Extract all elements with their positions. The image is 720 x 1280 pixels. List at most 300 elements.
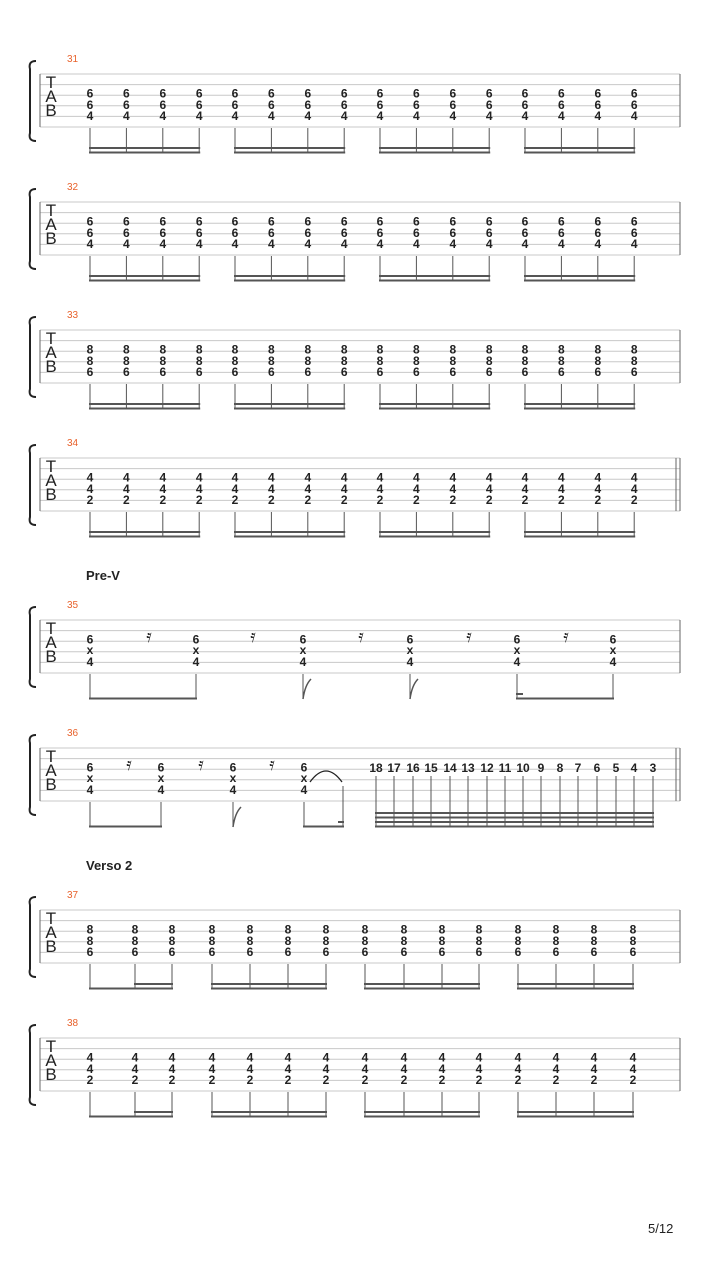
fret-number: 2 (268, 493, 275, 507)
tab-clef-letter: A (45, 343, 57, 362)
tab-clef-letter: B (45, 937, 57, 956)
fret-number: 4 (513, 655, 521, 669)
fret-number: 2 (552, 1073, 560, 1087)
measure-number: 31 (67, 54, 79, 65)
fret-number: 8 (594, 342, 602, 357)
fret-number: 4 (231, 470, 239, 485)
fret-number: 6 (229, 760, 237, 775)
fret-number: 14 (443, 761, 457, 775)
fret-number: 6 (231, 214, 239, 229)
fret-number: 4 (340, 109, 348, 123)
fret-number: 8 (168, 922, 176, 937)
fret-number: 4 (304, 482, 312, 496)
fret-number: 6 (630, 86, 638, 101)
fret-number: 2 (376, 493, 384, 507)
fret-number: 6 (86, 365, 94, 379)
tab-system-38 (30, 1018, 680, 1117)
fret-number: 4 (558, 109, 565, 123)
fret-number: 6 (304, 98, 312, 112)
fret-number: 4 (400, 1050, 408, 1065)
fret-number: 13 (461, 761, 475, 775)
fret-number: 6 (231, 86, 239, 101)
fret-number: 6 (376, 365, 384, 379)
section-label: Pre-V (86, 568, 120, 583)
system-brace (30, 317, 36, 397)
sixteenth-rest: 𝄿 (146, 626, 152, 647)
tab-clef-letter: T (45, 1037, 57, 1056)
fret-number: 8 (268, 354, 275, 368)
fret-number: 4 (168, 1062, 176, 1076)
fret-number: 4 (86, 1050, 94, 1065)
dead-note: x (86, 771, 94, 785)
fret-number: 6 (629, 945, 637, 959)
fret-number: 8 (629, 934, 637, 948)
fret-number: 8 (629, 922, 637, 937)
fret-number: 5 (612, 761, 620, 775)
fret-number: 4 (246, 1062, 254, 1076)
fret-number: 6 (86, 214, 94, 229)
fret-number: 8 (168, 934, 176, 948)
fret-number: 4 (229, 783, 237, 797)
fret-number: 8 (400, 922, 408, 937)
measure-number: 32 (67, 182, 79, 193)
fret-number: 6 (514, 945, 522, 959)
fret-number: 6 (630, 98, 638, 112)
fret-number: 4 (195, 109, 203, 123)
fret-number: 2 (123, 493, 130, 507)
fret-number: 6 (123, 226, 130, 240)
fret-number: 4 (159, 482, 167, 496)
fret-number: 8 (322, 922, 330, 937)
fret-number: 6 (521, 365, 529, 379)
fret-number: 8 (361, 922, 369, 937)
fret-number: 4 (521, 109, 529, 123)
fret-number: 4 (594, 237, 602, 251)
fret-number: 4 (304, 237, 312, 251)
fret-number: 6 (231, 98, 239, 112)
tab-clef-letter: T (45, 747, 57, 766)
fret-number: 6 (558, 86, 565, 101)
fret-number: 4 (86, 655, 94, 669)
fret-number: 8 (376, 354, 384, 368)
tab-clef-letter: B (45, 1065, 57, 1084)
fret-number: 12 (480, 761, 494, 775)
fret-number: 6 (284, 945, 292, 959)
fret-number: 6 (594, 98, 602, 112)
fret-number: 4 (86, 1062, 94, 1076)
fret-number: 4 (449, 482, 457, 496)
system-brace (30, 189, 36, 269)
fret-number: 6 (195, 86, 203, 101)
fret-number: 4 (413, 470, 420, 485)
fret-number: 4 (449, 237, 457, 251)
fret-number: 6 (552, 945, 560, 959)
fret-number: 4 (438, 1062, 446, 1076)
fret-number: 4 (86, 470, 94, 485)
fret-number: 4 (159, 470, 167, 485)
fret-number: 8 (86, 934, 94, 948)
fret-number: 4 (558, 470, 565, 485)
fret-number: 4 (485, 470, 493, 485)
dead-note: x (157, 771, 165, 785)
fret-number: 6 (449, 226, 457, 240)
fret-number: 4 (322, 1062, 330, 1076)
fret-number: 8 (159, 354, 167, 368)
fret-number: 4 (340, 470, 348, 485)
system-brace (30, 1025, 36, 1105)
fret-number: 6 (86, 760, 94, 775)
fret-number: 8 (558, 342, 565, 357)
fret-number: 6 (413, 86, 420, 101)
fret-number: 2 (630, 493, 638, 507)
fret-number: 8 (131, 922, 139, 937)
fret-number: 4 (195, 237, 203, 251)
fret-number: 6 (449, 98, 457, 112)
fret-number: 4 (195, 470, 203, 485)
tab-system-35 (30, 568, 680, 699)
fret-number: 8 (340, 354, 348, 368)
fret-number: 18 (369, 761, 383, 775)
tab-system-33 (30, 310, 680, 409)
fret-number: 8 (556, 761, 564, 775)
fret-number: 8 (438, 922, 446, 937)
tab-clef-letter: B (45, 357, 57, 376)
fret-number: 6 (376, 98, 384, 112)
tab-clef-letter: T (45, 457, 57, 476)
fret-number: 4 (340, 237, 348, 251)
fret-number: 6 (304, 365, 312, 379)
fret-number: 2 (208, 1073, 216, 1087)
tab-clef-letter: B (45, 485, 57, 504)
fret-number: 6 (123, 98, 130, 112)
sixteenth-rest: 𝄿 (563, 626, 569, 647)
fret-number: 4 (485, 237, 493, 251)
fret-number: 6 (340, 226, 348, 240)
fret-number: 8 (514, 934, 522, 948)
fret-number: 4 (231, 109, 239, 123)
section-label: Verso 2 (86, 858, 133, 873)
fret-number: 11 (498, 761, 512, 775)
fret-number: 6 (558, 98, 565, 112)
fret-number: 2 (475, 1073, 483, 1087)
fret-number: 8 (304, 354, 312, 368)
fret-number: 8 (208, 922, 216, 937)
fret-number: 8 (246, 922, 254, 937)
system-brace (30, 897, 36, 977)
fret-number: 2 (284, 1073, 292, 1087)
tab-clef-letter: T (45, 201, 57, 220)
fret-number: 6 (594, 86, 602, 101)
fret-number: 8 (131, 934, 139, 948)
system-brace (30, 607, 36, 687)
measure-number: 36 (67, 728, 79, 739)
fret-number: 6 (268, 98, 275, 112)
fret-number: 6 (485, 214, 493, 229)
fret-number: 4 (246, 1050, 254, 1065)
fret-number: 4 (86, 482, 94, 496)
fret-number: 4 (413, 109, 420, 123)
fret-number: 2 (86, 1073, 94, 1087)
fret-number: 4 (131, 1062, 139, 1076)
tab-system-31 (30, 54, 680, 153)
fret-number: 4 (552, 1050, 560, 1065)
fret-number: 6 (159, 214, 167, 229)
tab-clef-letter: A (45, 215, 57, 234)
fret-number: 6 (208, 945, 216, 959)
dead-note: x (192, 643, 200, 657)
tab-clef-letter: A (45, 87, 57, 106)
fret-number: 6 (413, 365, 420, 379)
fret-number: 6 (558, 365, 565, 379)
fret-number: 6 (192, 632, 200, 647)
measure-number: 35 (67, 600, 79, 611)
fret-number: 8 (485, 354, 493, 368)
fret-number: 6 (340, 365, 348, 379)
fret-number: 6 (521, 214, 529, 229)
tab-system-36 (30, 728, 680, 827)
fret-number: 8 (231, 342, 239, 357)
fret-number: 8 (558, 354, 565, 368)
fret-number: 6 (485, 98, 493, 112)
fret-number: 6 (485, 226, 493, 240)
fret-number: 4 (449, 470, 457, 485)
fret-number: 8 (86, 354, 94, 368)
fret-number: 6 (590, 945, 598, 959)
fret-number: 8 (449, 342, 457, 357)
fret-number: 4 (86, 237, 94, 251)
fret-number: 4 (299, 655, 307, 669)
fret-number: 8 (246, 934, 254, 948)
fret-number: 4 (361, 1062, 369, 1076)
measure-number: 33 (67, 310, 79, 321)
fret-number: 6 (630, 214, 638, 229)
fret-number: 4 (231, 482, 239, 496)
fret-number: 2 (159, 493, 167, 507)
fret-number: 6 (304, 86, 312, 101)
fret-number: 6 (558, 214, 565, 229)
fret-number: 8 (376, 342, 384, 357)
fret-number: 4 (609, 655, 617, 669)
fret-number: 6 (406, 632, 414, 647)
fret-number: 6 (304, 214, 312, 229)
fret-number: 2 (168, 1073, 176, 1087)
fret-number: 8 (195, 342, 203, 357)
fret-number: 6 (609, 632, 617, 647)
sixteenth-rest: 𝄿 (358, 626, 364, 647)
fret-number: 4 (630, 109, 638, 123)
fret-number: 4 (268, 237, 275, 251)
measure-number: 34 (67, 438, 79, 449)
fret-number: 6 (449, 86, 457, 101)
note-flag (410, 679, 418, 699)
fret-number: 2 (86, 493, 94, 507)
fret-number: 6 (485, 86, 493, 101)
fret-number: 4 (208, 1050, 216, 1065)
fret-number: 6 (168, 945, 176, 959)
fret-number: 8 (340, 342, 348, 357)
fret-number: 4 (268, 482, 275, 496)
fret-number: 15 (424, 761, 438, 775)
fret-number: 17 (387, 761, 401, 775)
tab-clef-letter: T (45, 329, 57, 348)
fret-number: 3 (649, 761, 657, 775)
fret-number: 2 (558, 493, 565, 507)
fret-number: 8 (322, 934, 330, 948)
fret-number: 8 (159, 342, 167, 357)
fret-number: 8 (284, 922, 292, 937)
fret-number: 6 (195, 226, 203, 240)
fret-number: 6 (123, 86, 130, 101)
fret-number: 2 (485, 493, 493, 507)
fret-number: 2 (131, 1073, 139, 1087)
fret-number: 6 (413, 98, 420, 112)
sixteenth-rest: 𝄿 (250, 626, 256, 647)
fret-number: 8 (475, 934, 483, 948)
dead-note: x (406, 643, 414, 657)
fret-number: 4 (521, 482, 529, 496)
fret-number: 4 (590, 1062, 598, 1076)
fret-number: 4 (552, 1062, 560, 1076)
fret-number: 6 (521, 98, 529, 112)
fret-number: 2 (521, 493, 529, 507)
fret-number: 2 (438, 1073, 446, 1087)
fret-number: 4 (438, 1050, 446, 1065)
dead-note: x (300, 771, 308, 785)
fret-number: 8 (123, 342, 130, 357)
tab-clef-letter: A (45, 1051, 57, 1070)
fret-number: 6 (475, 945, 483, 959)
fret-number: 8 (123, 354, 130, 368)
fret-number: 8 (590, 934, 598, 948)
fret-number: 4 (558, 482, 565, 496)
fret-number: 6 (86, 226, 94, 240)
fret-number: 4 (157, 783, 165, 797)
fret-number: 4 (449, 109, 457, 123)
fret-number: 4 (376, 470, 384, 485)
fret-number: 4 (594, 109, 602, 123)
tab-clef-letter: A (45, 471, 57, 490)
fret-number: 6 (86, 86, 94, 101)
fret-number: 4 (86, 783, 94, 797)
fret-number: 6 (594, 365, 602, 379)
fret-number: 4 (361, 1050, 369, 1065)
fret-number: 4 (376, 482, 384, 496)
fret-number: 4 (630, 482, 638, 496)
fret-number: 4 (590, 1050, 598, 1065)
fret-number: 8 (552, 922, 560, 937)
fret-number: 4 (521, 470, 529, 485)
sixteenth-rest: 𝄿 (269, 754, 275, 775)
fret-number: 6 (594, 226, 602, 240)
fret-number: 8 (475, 922, 483, 937)
fret-number: 6 (376, 226, 384, 240)
fret-number: 4 (630, 470, 638, 485)
fret-number: 6 (86, 632, 94, 647)
fret-number: 2 (231, 493, 239, 507)
fret-number: 6 (340, 98, 348, 112)
fret-number: 6 (594, 214, 602, 229)
fret-number: 6 (123, 214, 130, 229)
fret-number: 8 (485, 342, 493, 357)
tab-clef-letter: A (45, 633, 57, 652)
fret-number: 4 (514, 1050, 522, 1065)
fret-number: 8 (413, 342, 420, 357)
fret-number: 2 (449, 493, 457, 507)
fret-number: 6 (376, 214, 384, 229)
fret-number: 4 (376, 237, 384, 251)
measure-number: 37 (67, 890, 79, 901)
fret-number: 4 (629, 1050, 637, 1065)
fret-number: 4 (300, 783, 308, 797)
fret-number: 2 (590, 1073, 598, 1087)
fret-number: 4 (400, 1062, 408, 1076)
fret-number: 8 (590, 922, 598, 937)
tab-clef-letter: B (45, 229, 57, 248)
fret-number: 4 (208, 1062, 216, 1076)
fret-number: 4 (521, 237, 529, 251)
fret-number: 2 (322, 1073, 330, 1087)
fret-number: 6 (231, 226, 239, 240)
tab-system-32 (30, 182, 680, 281)
fret-number: 8 (231, 354, 239, 368)
fret-number: 6 (268, 214, 275, 229)
fret-number: 8 (304, 342, 312, 357)
fret-number: 4 (558, 237, 565, 251)
fret-number: 6 (630, 365, 638, 379)
fret-number: 4 (413, 237, 420, 251)
fret-number: 6 (449, 365, 457, 379)
fret-number: 4 (376, 109, 384, 123)
fret-number: 2 (629, 1073, 637, 1087)
fret-number: 8 (413, 354, 420, 368)
fret-number: 8 (361, 934, 369, 948)
tie-arc (310, 771, 342, 782)
dead-note: x (86, 643, 94, 657)
sixteenth-rest: 𝄿 (198, 754, 204, 775)
fret-number: 4 (413, 482, 420, 496)
fret-number: 4 (514, 1062, 522, 1076)
fret-number: 6 (322, 945, 330, 959)
fret-number: 2 (340, 493, 348, 507)
fret-number: 8 (268, 342, 275, 357)
sixteenth-rest: 𝄿 (126, 754, 132, 775)
fret-number: 8 (630, 342, 638, 357)
note-flag (303, 679, 311, 699)
dead-note: x (229, 771, 237, 785)
fret-number: 6 (86, 945, 94, 959)
fret-number: 4 (159, 109, 167, 123)
fret-number: 8 (552, 934, 560, 948)
fret-number: 2 (400, 1073, 408, 1087)
page-number: 5/12 (648, 1221, 674, 1236)
fret-number: 4 (475, 1050, 483, 1065)
fret-number: 6 (521, 226, 529, 240)
fret-number: 8 (521, 354, 529, 368)
fret-number: 4 (284, 1050, 292, 1065)
tab-clef-letter: B (45, 775, 57, 794)
fret-number: 6 (558, 226, 565, 240)
fret-number: 8 (594, 354, 602, 368)
fret-number: 6 (123, 365, 130, 379)
system-brace (30, 61, 36, 141)
fret-number: 2 (361, 1073, 369, 1087)
fret-number: 6 (86, 98, 94, 112)
fret-number: 8 (521, 342, 529, 357)
fret-number: 6 (340, 86, 348, 101)
fret-number: 6 (157, 760, 165, 775)
fret-number: 7 (574, 761, 582, 775)
fret-number: 6 (400, 945, 408, 959)
